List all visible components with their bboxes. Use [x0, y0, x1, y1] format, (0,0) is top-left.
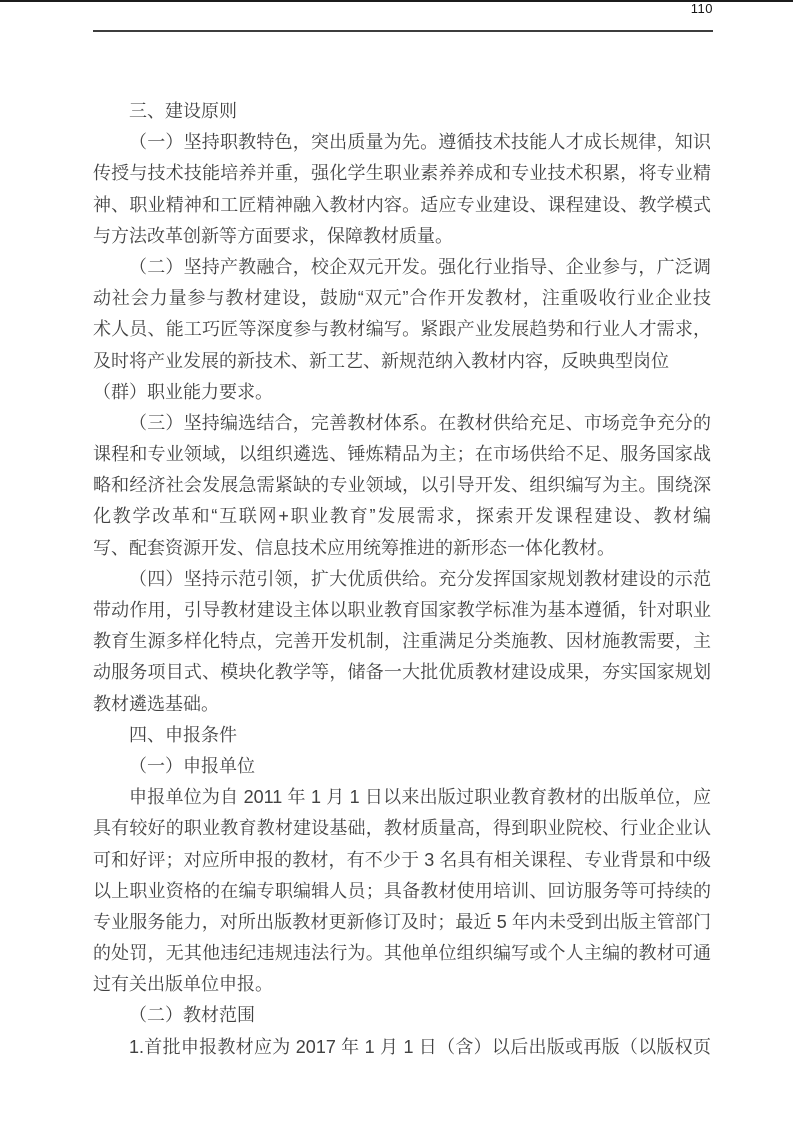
scan-edge-artifact	[0, 0, 793, 2]
header-rule	[93, 30, 713, 32]
text-line: 教材遴选基础。	[93, 693, 219, 714]
text-line: 具有较好的职业教育教材建设基础，教材质量高，得到职业院校、行业企业认	[93, 818, 711, 839]
subsection-heading: （二）教材范围	[129, 1005, 255, 1026]
text-line: （三）坚持编选结合，完善教材体系。在教材供给充足、市场竞争充分的	[129, 412, 711, 433]
text-line: 专业服务能力，对所出版教材更新修订及时；最近 5 年内未受到出版主管部门	[93, 911, 711, 932]
text-line: 1.首批申报教材应为 2017 年 1 月 1 日（含）以后出版或再版（以版权页	[129, 1036, 711, 1057]
text-line: （一）坚持职教特色，突出质量为先。遵循技术技能人才成长规律，知识	[129, 132, 711, 153]
text-line: 可和好评；对应所申报的教材，有不少于 3 名具有相关课程、专业背景和中级	[93, 849, 711, 870]
text-line: 课程和专业领域，以组织遴选、锤炼精品为主；在市场供给不足、服务国家战	[93, 444, 711, 465]
text-line: （群）职业能力要求。	[93, 381, 273, 402]
text-line: 术人员、能工巧匠等深度参与教材编写。紧跟产业发展趋势和行业人才需求，	[93, 319, 711, 340]
text-line: 传授与技术技能培养并重，强化学生职业素养养成和专业技术积累，将专业精	[93, 163, 711, 184]
text-line: 神、职业精神和工匠精神融入教材内容。适应专业建设、课程建设、教学模式	[93, 194, 711, 215]
text-line: 与方法改革创新等方面要求，保障教材质量。	[93, 225, 453, 246]
text-line: 化教学改革和“互联网+职业教育”发展需求，探索开发课程建设、教材编	[93, 506, 711, 527]
text-line: 及时将产业发展的新技术、新工艺、新规范纳入教材内容，反映典型岗位	[93, 350, 669, 371]
text-line: 以上职业资格的在编专职编辑人员；具备教材使用培训、回访服务等可持续的	[93, 880, 711, 901]
text-line: 申报单位为自 2011 年 1 月 1 日以来出版过职业教育教材的出版单位，应	[129, 787, 711, 808]
text-line: 写、配套资源开发、信息技术应用统筹推进的新形态一体化教材。	[93, 537, 615, 558]
text-line: 过有关出版单位申报。	[93, 974, 273, 995]
page-number: 110	[690, 1, 713, 16]
subsection-heading: （一）申报单位	[129, 755, 255, 776]
text-line: （四）坚持示范引领，扩大优质供给。充分发挥国家规划教材建设的示范	[129, 568, 711, 589]
section-heading: 三、建设原则	[129, 101, 237, 121]
text-line: 略和经济社会发展急需紧缺的专业领域，以引导开发、组织编写为主。围绕深	[93, 475, 711, 496]
text-line: 教育生源多样化特点，完善开发机制，注重满足分类施教、因材施教需要，主	[93, 631, 711, 652]
text-line: （二）坚持产教融合，校企双元开发。强化行业指导、企业参与，广泛调	[129, 256, 711, 277]
section-heading: 四、申报条件	[129, 724, 237, 745]
text-line: 的处罚，无其他违纪违规违法行为。其他单位组织编写或个人主编的教材可通	[93, 943, 711, 964]
text-line: 带动作用，引导教材建设主体以职业教育国家教学标准为基本遵循，针对职业	[93, 600, 711, 620]
text-line: 动服务项目式、模块化教学等，储备一大批优质教材建设成果，夯实国家规划	[93, 662, 711, 683]
text-line: 动社会力量参与教材建设，鼓励“双元”合作开发教材，注重吸收行业企业技	[93, 288, 711, 309]
page-content	[93, 96, 711, 1063]
